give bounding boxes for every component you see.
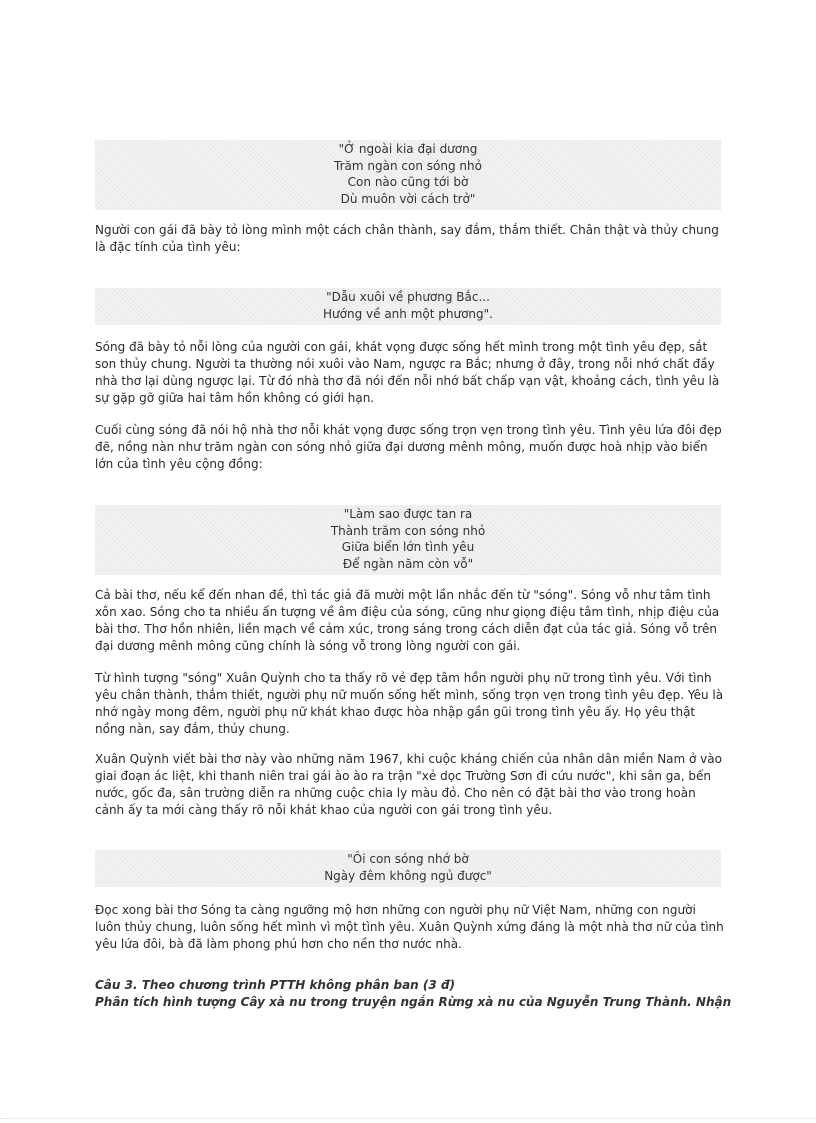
body-paragraph-2: Sóng đã bày tỏ nỗi lòng của người con gái, khát vọng được sống hết mình trong một tình yêu đẹp, sắt son thủy chung. Người ta thường nói xuôi vào Nam, ngược ra Bắc; nhưng ở đây, trong nỗi nhớ chất đầy nhà thơ lại dùng ngược lại. Từ đó nhà thơ đã nói đến nỗi nhớ bất chấp vạn vật, khoảng cách, tình yêu là sự gặp gỡ giữa hai tâm hồn không có giới hạn. [95,340,720,405]
body-paragraph-5: Từ hình tượng "sóng" Xuân Quỳnh cho ta thấy rõ vẻ đẹp tâm hồn người phụ nữ trong tình yêu. Với tình yêu chân thành, thắm thiết, người phụ nữ muốn sống hết mình, sống trọn vẹn trong tình yêu đẹp. Yêu là nhớ ngày mong đêm, người phụ nữ khát khao được hòa nhập gần gũi trong tình yêu ấy. Họ yêu thật nồng nàn, say đắm, thủy chung. [95,671,724,736]
poem-quote-1 [95,140,721,210]
poem-line: Dù muôn vời cách trở" [340,191,476,206]
question-heading [95,977,735,1011]
poem-line: Hướng về anh một phương". [323,306,493,321]
question-prompt: Phân tích hình tượng Cây xà nu trong truyện ngắn Rừng xà nu của Nguyễn Trung Thành. Nhận [95,995,732,1009]
question-title: Câu 3. Theo chương trình PTTH không phân ban (3 đ) [95,978,455,992]
body-paragraph-1: Người con gái đã bày tỏ lòng mình một cách chân thành, say đắm, thắm thiết. Chân thật và thủy chung là đặc tính của tình yêu: [95,223,719,254]
page-bottom-divider [0,1118,816,1119]
poem-quote-2 [95,288,721,325]
poem-line: Con nào cũng tới bờ [347,175,469,189]
poem-line: Giữa biển lớn tình yêu [341,540,475,554]
poem-quote-4 [95,850,721,887]
poem-line: "Làm sao được tan ra [343,507,473,521]
poem-line: "Dẫu xuôi về phương Bắc... [326,290,490,304]
poem-line: "Ôi con sóng nhớ bờ [347,852,469,866]
poem-line: Thành trăm con sóng nhỏ [330,523,486,538]
body-paragraph-7: Đọc xong bài thơ Sóng ta càng ngưỡng mộ hơn những con người phụ nữ Việt Nam, những con người luôn thủy chung, luôn sống hết mình vì một tình yêu. Xuân Quỳnh xứng đáng là một nhà thơ nữ của tình yêu lứa đôi, bà đã làm phong phú hơn cho nền thơ nước nhà. [95,903,724,951]
poem-quote-3 [95,505,721,575]
body-paragraph-6: Xuân Quỳnh viết bài thơ này vào những năm 1967, khi cuộc kháng chiến của nhân dân miền Nam ở vào giai đoạn ác liệt, khi thanh niên trai gái ào ào ra trận "xẻ dọc Trường Sơn đi cứu nước", khi sân ga, bến nước, gốc đa, sân trường diễn ra những cuộc chia ly màu đỏ. Cho nên có đặt bài thơ vào trong hoàn cảnh ấy ta mới càng thấy rõ nỗi khát khao của người con gái trong tình yêu. [95,752,722,817]
poem-line: Trăm ngàn con sóng nhỏ [334,158,482,173]
poem-line: Ngày đêm không ngủ được" [324,868,492,883]
body-paragraph-3: Cuối cùng sóng đã nói hộ nhà thơ nỗi khát vọng được sống trọn vẹn trong tình yêu. Tình yêu lứa đôi đẹp đẽ, nồng nàn như trăm ngàn con sóng nhỏ giữa đại dương mênh mông, muốn được hoà nhịp vào biển lớn của tình yêu cộng đồng: [95,423,722,471]
poem-line: Để ngàn năm còn vỗ" [342,556,474,571]
poem-line: "Ở ngoài kia đại dương [338,142,478,156]
body-paragraph-4: Cả bài thơ, nếu kể đến nhan đề, thì tác giả đã mười một lần nhắc đến từ "sóng". Sóng vỗ như tâm tình xôn xao. Sóng cho ta nhiều ấn tượng về âm điệu của sóng, cũng như giọng điệu tâm tình, nhịp điệu của bài thơ. Thơ hồn nhiên, liền mạch về cảm xúc, trong sáng trong cách diễn đạt của tác giả. Sóng vỗ trên đại dương mênh mông cũng chính là sóng vỗ trong lòng người con gái. [95,588,720,653]
